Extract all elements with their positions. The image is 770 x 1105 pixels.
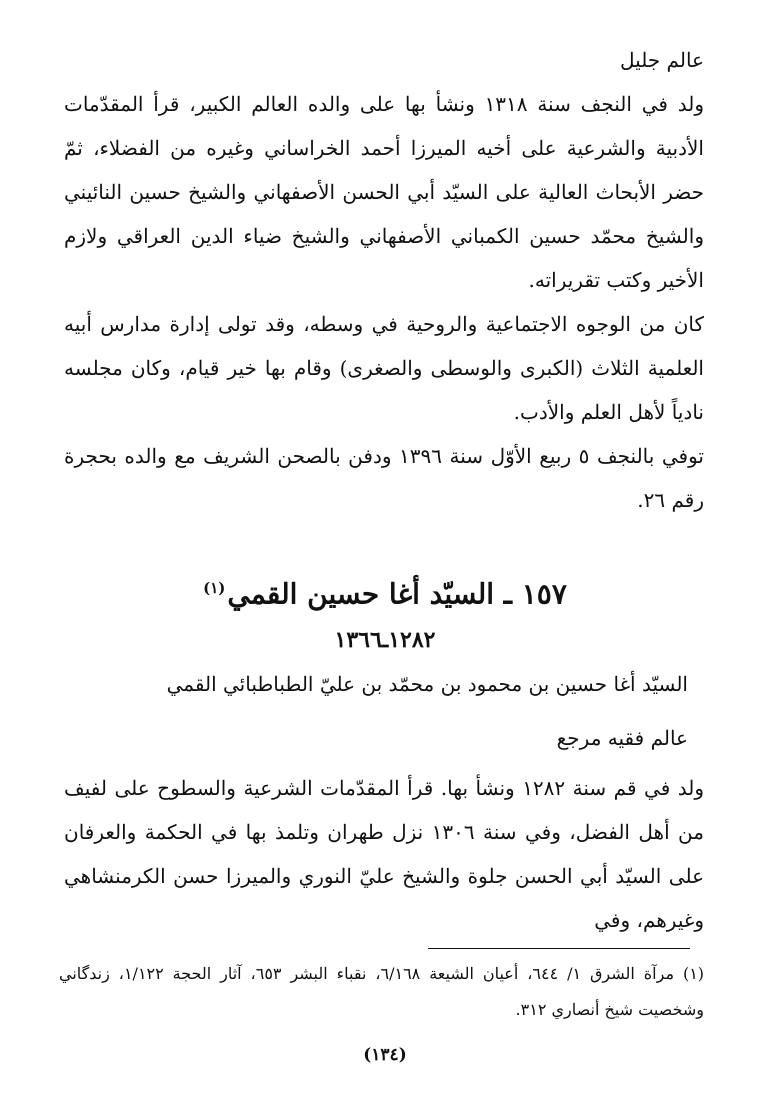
- entry-years: ١٢٨٢ـ١٣٦٦: [334, 627, 436, 653]
- page-number: (١٣٤): [363, 1045, 407, 1065]
- prev-entry-paragraph-2: كان من الوجوه الاجتماعية والروحية في وسطه، وقد تولى إدارة مدارس أبيه العلمية الثلاث (الكبرى والوسطى والصغرى) وقام بها خير قيام، وكان مجلسه نادياً لأهل العلم والأدب.: [64, 312, 704, 424]
- entry-heading-text: ١٥٧ ـ السيّد أغا حسين القمي: [227, 577, 567, 611]
- footnote-separator: [428, 948, 690, 949]
- footnote-text: (١) مرآة الشرق ١/ ٦٤٤، أعيان الشيعة ٦/١٦٨، نقباء البشر ٦٥٣، آثار الحجة ١/١٢٢، زندگاني وشخصيت شيخ أنصاري ٣١٢.: [59, 964, 705, 1019]
- prev-entry-paragraph-1: ولد في النجف سنة ١٣١٨ ونشأ بها على والده العالم الكبير، قرأ المقدّمات الأدبية والشرعية على أخيه الميرزا أحمد الخراساني وغيره من الفضلاء، ثمّ حضر الأبحاث العالية على السيّد أبي الحسن الأصفهاني والشيخ حسين النائيني والشيخ محمّد حسين الكمباني الأصفهاني والشيخ ضياء الدين العراقي ولازم الأخير وكتب تقريراته.: [64, 92, 704, 292]
- entry-full-name: السيّد أغا حسين بن محمود بن محمّد بن عليّ الطباطبائي القمي: [166, 672, 688, 696]
- footnote-marker: (١): [203, 579, 226, 597]
- prev-entry-rank: عالم جليل: [620, 48, 704, 72]
- prev-entry-paragraph-3: توفي بالنجف ٥ ربيع الأوّل سنة ١٣٩٦ ودفن بالصحن الشريف مع والده بحجرة رقم ٢٦.: [64, 444, 704, 512]
- entry-rank: عالم فقيه مرجع: [556, 726, 688, 750]
- entry-paragraph-1: ولد في قم سنة ١٢٨٢ ونشأ بها. قرأ المقدّمات الشرعية والسطوح على لفيف من أهل الفضل، وفي سنة ١٣٠٦ نزل طهران وتلمذ بها في الحكمة والعرفان على السيّد أبي الحسن جلوة والشيخ عليّ النوري والميرزا حسن الكرمنشاهي وغيرهم، وفي: [64, 776, 705, 932]
- entry-heading: [0, 566, 770, 616]
